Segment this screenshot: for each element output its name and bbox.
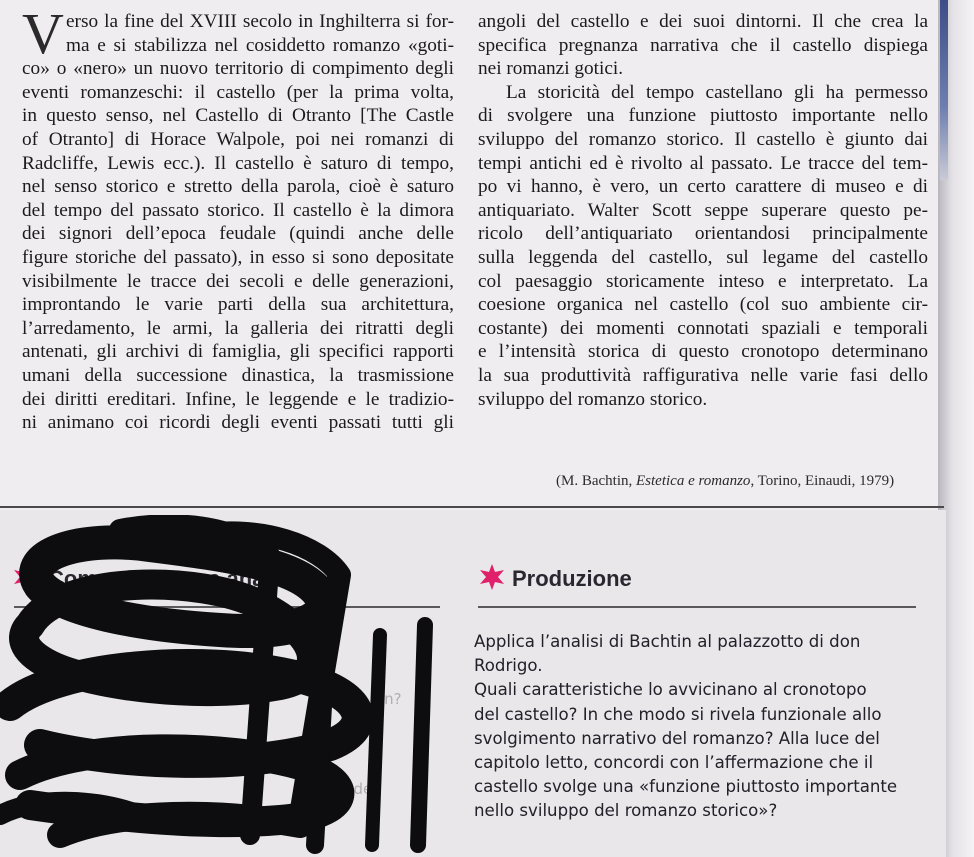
passage-line: nei romanzi gotici.	[478, 58, 624, 80]
passage-line: erso la fine del XVIII secolo in Inghilterra si for-	[66, 11, 454, 32]
passage-left-column	[22, 1, 454, 435]
production-line: Rodrigo.	[474, 656, 543, 676]
section-rule-right	[478, 606, 916, 608]
passage-line: di svolgere una funzione piuttosto importante nello	[478, 105, 928, 127]
passage-line: tempi antichi ed è rivolto al passato. Le tracce del tem-	[478, 152, 928, 174]
star-icon	[478, 563, 506, 591]
production-line: Applica l’analisi di Bachtin al palazzotto di don	[474, 632, 861, 651]
passage-line: of Otranto] di Horace Walpole, poi nei romanzi di	[22, 128, 454, 150]
drop-cap: V	[22, 1, 64, 66]
citation-title: Estetica e romanzo	[636, 473, 751, 489]
passage-line: sviluppo del romanzo storico.	[478, 388, 708, 410]
faint-text: in?	[380, 690, 402, 708]
passage-line: dei signori dell’epoca feudale (quindi anche delle	[22, 223, 454, 245]
production-line: del castello? In che modo si rivela funzionale allo	[474, 704, 882, 724]
passage-line: Radcliffe, Lewis ecc.). Il castello è saturo di tempo,	[22, 152, 454, 174]
passage-line: nel senso storico e stretto della parola, cioè è saturo	[22, 176, 454, 198]
citation-publisher: , Torino, Einaudi, 1979)	[750, 473, 895, 489]
passage-line: dei diritti ereditari. Infine, le leggende e le tradizio-	[22, 388, 454, 410]
section-title-comprensione: Comprensione e anali	[48, 566, 277, 591]
passage-line: coesione organica nel castello (col suo ambiente cir-	[478, 294, 928, 316]
passage-line: la sua produttività raffigurativa nelle varie fasi dello	[478, 364, 928, 386]
citation	[556, 472, 894, 490]
passage-right-column	[478, 10, 928, 411]
passage-line: co» o «nero» un nuovo territorio di compimento degli	[22, 58, 454, 80]
production-exercise	[474, 630, 934, 824]
production-line: svolgimento narrativo del romanzo? Alla luce del	[474, 728, 880, 748]
pen-scribble	[0, 515, 452, 857]
production-line: castello svolge una «funzione piuttosto importante	[474, 777, 898, 797]
passage-line: antiquariato. Walter Scott seppe superare questo pe-	[478, 199, 928, 221]
production-line: Quali caratteristiche lo avvicinano al cronotopo	[474, 680, 867, 700]
passage-line: specifica pregnanza narrativa che il castello dispiega	[478, 34, 928, 56]
passage-line: l’arredamento, le armi, la galleria dei ritratti degli	[22, 317, 454, 339]
passage-line: e l’intensità storica di questo cronotopo determinano	[478, 341, 928, 363]
passage-line: sviluppo del romanzo storico. Il castello è giunto dai	[478, 128, 928, 150]
passage-line: ma e si stabilizza nel cosiddetto romanzo «goti-	[66, 34, 454, 56]
section-title-produzione: Produzione	[512, 566, 632, 591]
passage-line: ricolo dell’antiquariato orientandosi principalmente	[478, 223, 928, 245]
passage-line: improntando le varie parti della sua architettura,	[22, 294, 454, 316]
passage-line: eventi romanzeschi: il castello (per la prima volta,	[22, 81, 454, 103]
faint-text: ha de	[330, 780, 373, 798]
passage-line: costante) dei momenti connotati spaziali e temporali	[478, 317, 928, 339]
production-line: nello sviluppo del romanzo storico»?	[474, 801, 778, 821]
passage-line: del tempo del passato storico. Il castello è la dimora	[22, 199, 454, 221]
passage-line: po vi hanno, è vero, un certo carattere di museo e di	[478, 176, 928, 198]
passage-line: angoli del castello e dei suoi dintorni. Il che crea la	[478, 11, 928, 32]
passage-line: antenati, gli archivi di famiglia, gli specifici rapporti	[22, 341, 454, 363]
production-line: capitolo letto, concordi con l’affermazione che il	[474, 753, 874, 773]
passage-line: umani della successione dinastica, la trasmissione	[22, 364, 454, 386]
passage-line: in questo senso, nel Castello di Otranto [The Castle	[22, 105, 454, 127]
citation-author: (M. Bachtin,	[556, 473, 636, 489]
passage-line: figure storiche del passato), in esso si sono depositate	[22, 246, 454, 268]
passage-line: col paesaggio storicamente inteso e interpretato. La	[478, 270, 928, 292]
passage-line: ni animano coi ricordi degli eventi passati tutti gli	[22, 412, 454, 434]
passage-line: sulla leggenda del castello, sul legame del castello	[478, 246, 928, 268]
passage-line: La storicità del tempo castellano gli ha permesso	[506, 81, 928, 103]
passage-line: visibilmente le tracce dei secoli e delle generazioni,	[22, 270, 454, 292]
